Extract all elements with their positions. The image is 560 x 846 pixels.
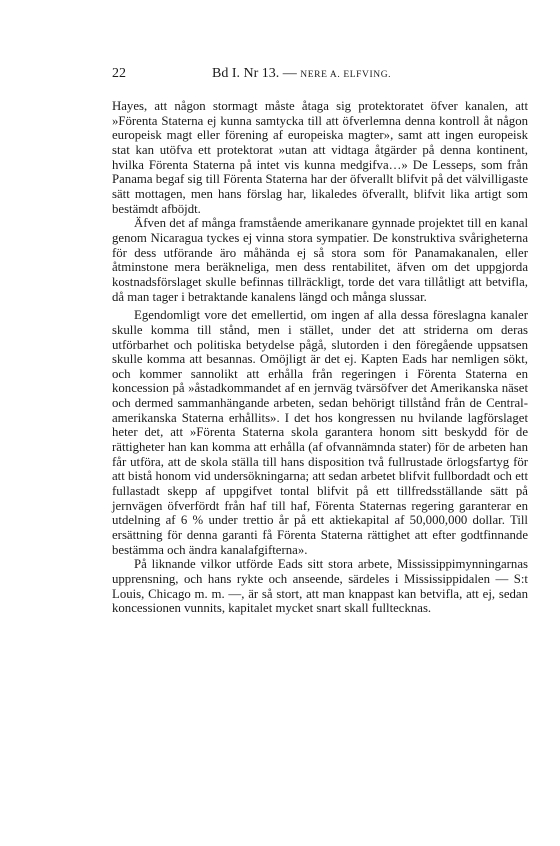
paragraph-3: Egendomligt vore det emellertid, om ingen af alla dessa föreslagna kanaler skulle komma till stånd, men i stället, under det att striderna om deras utförbarhet och politiska betydelse pågå, slutorden i den föregående uppsatsen skulle komma att besannas. Omöjligt är det ej. Kapten Eads har nemligen sökt, och kommer sannolikt att erhålla från regeringen i Förenta Staterna en koncession på »åstadkommandet af en jernväg tvärsöfver det Amerikanska näset och dermed sammanhängande arbeten, sedan behörigt tillstånd från de Central-amerikanska Staterna erhållits». I det hos kongressen nu hvilande lagförslaget heter det, att »Förenta Staterna skola garantera honom sitt beskydd för de rättigheter han kan komma att erhålla (af ofvannämnda stater) för de arbeten han får utföra, att de skola ställa till hans disposition två fullrustade örlogsfartyg för att bistå honom vid undersökningarna; att sedan arbetet blifvit fullbordadt och ett fullastadt skepp af uppgifvet tontal blifvit på ett tillfredsställande sätt på jernvägen öfverfördt från haf till haf, Förenta Staternas regering garanterar en utdelning af 6 % under trettio år på ett aktiekapital af 50,000,000 dollar. Till ersättning för denna garanti få Förenta Staterna rättighet att efter godtfinnande bestämma och ändra kanalafgifterna».	[112, 308, 528, 557]
paragraph-2: Äfven det af många framstående amerikanare gynnade projektet till en kanal genom Nicaragua tyckes ej vinna stora sympatier. De konstruktiva svårigheterna för dess utförande äro måhända ej så stora som för Panamakanalen, eller åtminstone mera beräkneliga, men dess rentabilitet, äfven om det uppgjorda kostnadsförslaget skulle befinnas tillräckligt, torde det vara tillåtligt att betvifla, då man tager i betraktande kanalens längd och många slussar.	[112, 216, 528, 304]
author-name: NERE A. ELFVING.	[300, 70, 392, 80]
volume-issue: Bd I. Nr 13. —	[212, 66, 297, 81]
paragraph-4: På liknande vilkor utförde Eads sitt stora arbete, Mississippimynningarnas upprensning, och hans rykte och anseende, särdeles i Mississippidalen — S:t Louis, Chicago m. m. —, är så stort, att man knappast kan betvifla, att ej, sedan koncessionen vunnits, kapitalet mycket snart skall fulltecknas.	[112, 557, 528, 616]
body-text	[112, 99, 528, 616]
page-header	[112, 66, 528, 86]
paragraph-1: Hayes, att någon stormagt måste åtaga sig protektoratet öfver kanalen, att »Förenta Staterna ej kunna samtycka till att öfverlemna denna kontroll åt någon europeisk magt eller förening af europeiska magter», samt att ingen europeisk stat kan utöfva ett protektorat »utan att vidtaga åtgärder på denna kontinent, hvilka Förenta Staterna på intet vis kunna medgifva…» De Lesseps, som från Panama begaf sig till Förenta Staterna har der öfverallt blifvit på det välvilligaste sätt mottagen, men hans förslag har, likaledes öfverallt, blifvit lika artigt som bestämdt afböjdt.	[112, 99, 528, 216]
running-head	[212, 66, 391, 82]
page-number: 22	[112, 66, 126, 81]
